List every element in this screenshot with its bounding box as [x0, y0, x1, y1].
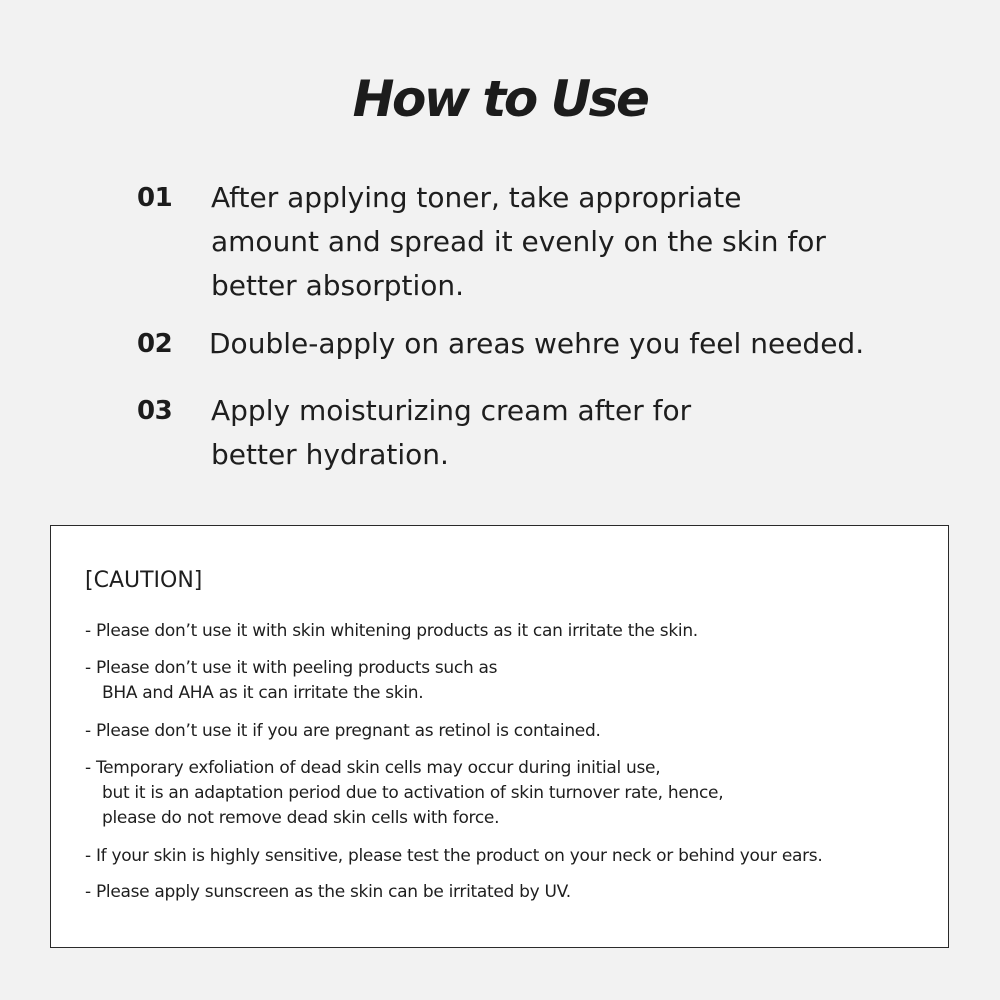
step-line: Double-apply on areas wehre you feel needed.: [209, 327, 865, 360]
step-number: 01: [137, 183, 173, 213]
caution-line: - Temporary exfoliation of dead skin cells may occur during initial use,: [85, 758, 661, 778]
caution-line: - Please apply sunscreen as the skin can be irritated by UV.: [85, 882, 571, 902]
caution-line: - If your skin is highly sensitive, please test the product on your neck or behind your ears.: [85, 846, 823, 866]
page-title: How to Use: [352, 70, 648, 128]
caution-item: [85, 656, 497, 706]
caution-line: but it is an adaptation period due to activation of skin turnover rate, hence,: [102, 783, 724, 803]
caution-item: [85, 880, 571, 905]
caution-item: [85, 619, 698, 644]
caution-item: [85, 756, 723, 831]
caution-item: [85, 844, 822, 869]
step-line: amount and spread it evenly on the skin for: [211, 225, 826, 258]
caution-line: - Please don’t use it with skin whitening products as it can irritate the skin.: [85, 621, 698, 641]
step-number: 03: [137, 396, 173, 426]
caution-line: - Please don’t use it if you are pregnant as retinol is contained.: [85, 721, 601, 741]
step-text: [211, 389, 691, 477]
caution-item: [85, 719, 601, 744]
caution-line: please do not remove dead skin cells with force.: [102, 808, 500, 828]
step-text: [209, 322, 864, 366]
step-line: After applying toner, take appropriate: [211, 181, 742, 214]
caution-line: - Please don’t use it with peeling products such as: [85, 658, 498, 678]
caution-line: BHA and AHA as it can irritate the skin.: [102, 683, 424, 703]
step-number: 02: [137, 329, 173, 359]
step-line: Apply moisturizing cream after for: [211, 394, 692, 427]
step-line: better absorption.: [211, 269, 465, 302]
step-line: better hydration.: [211, 438, 449, 471]
step-text: [211, 176, 826, 308]
caution-title: [CAUTION]: [85, 568, 203, 593]
caution-box: [50, 525, 949, 948]
